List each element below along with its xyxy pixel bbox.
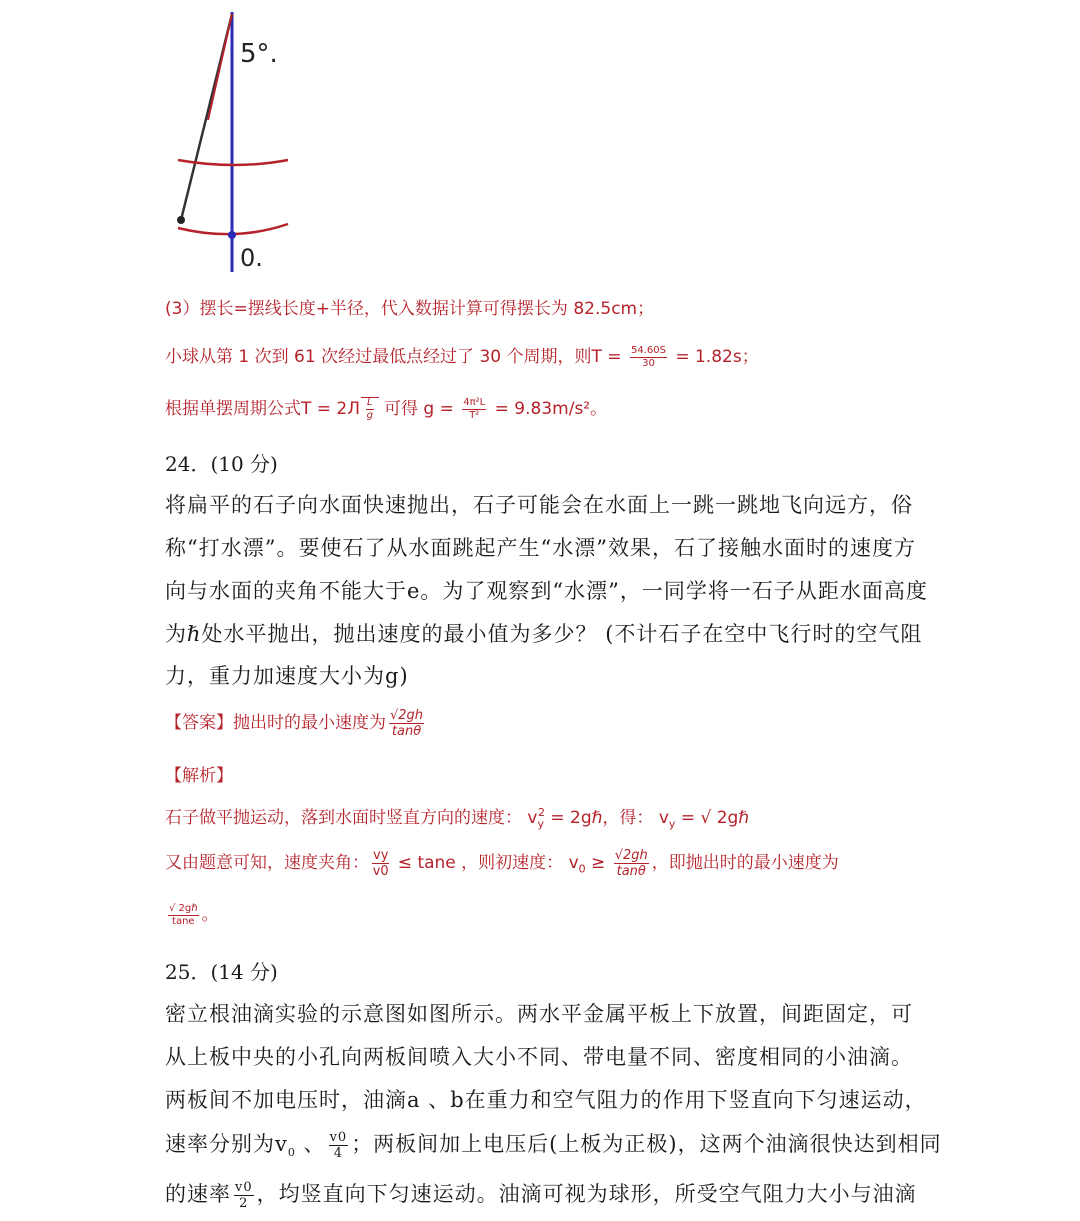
part3-line1: (3）摆长=摆线长度+半径，代入数据计算可得摆长为 82.5cm； [165,299,655,319]
angle-label: 5°. [240,39,278,69]
q24-analysis-1: 石子做平抛运动，落到水面时竖直方向的速度： $v_y^2$ = 2gℏ，得： $v_y$ = √ 2gℏ [165,806,750,831]
q24-line-1: 将扁平的石子向水面快速抛出，石子可能会在水面上一跳一跳地飞向远方，俗 [165,493,913,517]
q25-line-3: 两板间不加电压时，油滴a 、b在重力和空气阻力的作用下竖直向下匀速运动， [165,1088,927,1112]
q25-line-4: 速率分别为$v_0$ 、 $\frac{v0}{4}$ ；两板间加上电压后(上板为正极)，这两个油滴很快达到相同 [165,1130,942,1161]
period-fraction: $\frac{54.60S}{30}$ [630,344,666,369]
q24-header: 24．(10 分) [165,452,278,476]
lowest-point [228,231,236,239]
q24-line-5: 力，重力加速度大小为g) [165,664,409,688]
q24-answer: 【答案】抛出时的最小速度为 $\frac{√2gh}{\tan\theta}$ [165,707,424,739]
angle-ray [208,14,232,120]
q24-analysis-3: $\frac{\text{√ 2gℏ}}{\tan e}$ 。 [169,902,219,927]
q25-line-5: 的速率 $\frac{v0}{2}$ ，均竖直向下匀速运动。油滴可视为球形，所受空气阻力大小与油滴 [165,1180,917,1211]
q24-analysis-2: 又由题意可知，速度夹角： $\frac{vy}{v0}$ ≤ tane ，则初速度： $v_0$ ≥ $\frac{√2gh}{\tan\theta}$ ，即抛出时的最小速度为 [165,847,839,879]
q24-line-4: 为ℏ处水平抛出，抛出速度的最小值为多少？ (不计石子在空中飞行时的空气阻 [165,622,923,646]
pendulum-figure [160,0,300,280]
point-label: 0. [240,244,263,272]
q25-header: 25．(14 分) [165,960,278,984]
part3-line2: 小球从第 1 次到 61 次经过最低点经过了 30 个周期，则T = $\frac{54.60S}{30}$ = 1.82s； [165,344,759,369]
q24-line-3: 向与水面的夹角不能大于e。为了观察到“水漂”，一同学将一石子从距水面高度 [165,579,928,603]
part3-line3: 根据单摆周期公式T = 2Л $\frac{L}{g}$ 可得 g = $\frac{\text{4π²L}}{\text{T²}}$ = 9.83m/s²。 [165,396,608,421]
q24-line-2: 称“打水漂”。要使石了从水面跳起产生“水漂”效果，石了接触水面时的速度方 [165,536,916,560]
q25-line-2: 从上板中央的小孔向两板间喷入大小不同、带电量不同、密度相同的小油滴。 [165,1045,913,1069]
q24-analysis-label: 【解析】 [165,766,233,786]
g-fraction: $\frac{\text{4π²L}}{\text{T²}}$ [463,396,486,421]
ball-point [177,216,185,224]
q25-line-1: 密立根油滴实验的示意图如图所示。两水平金属平板上下放置，间距固定，可 [165,1002,913,1026]
